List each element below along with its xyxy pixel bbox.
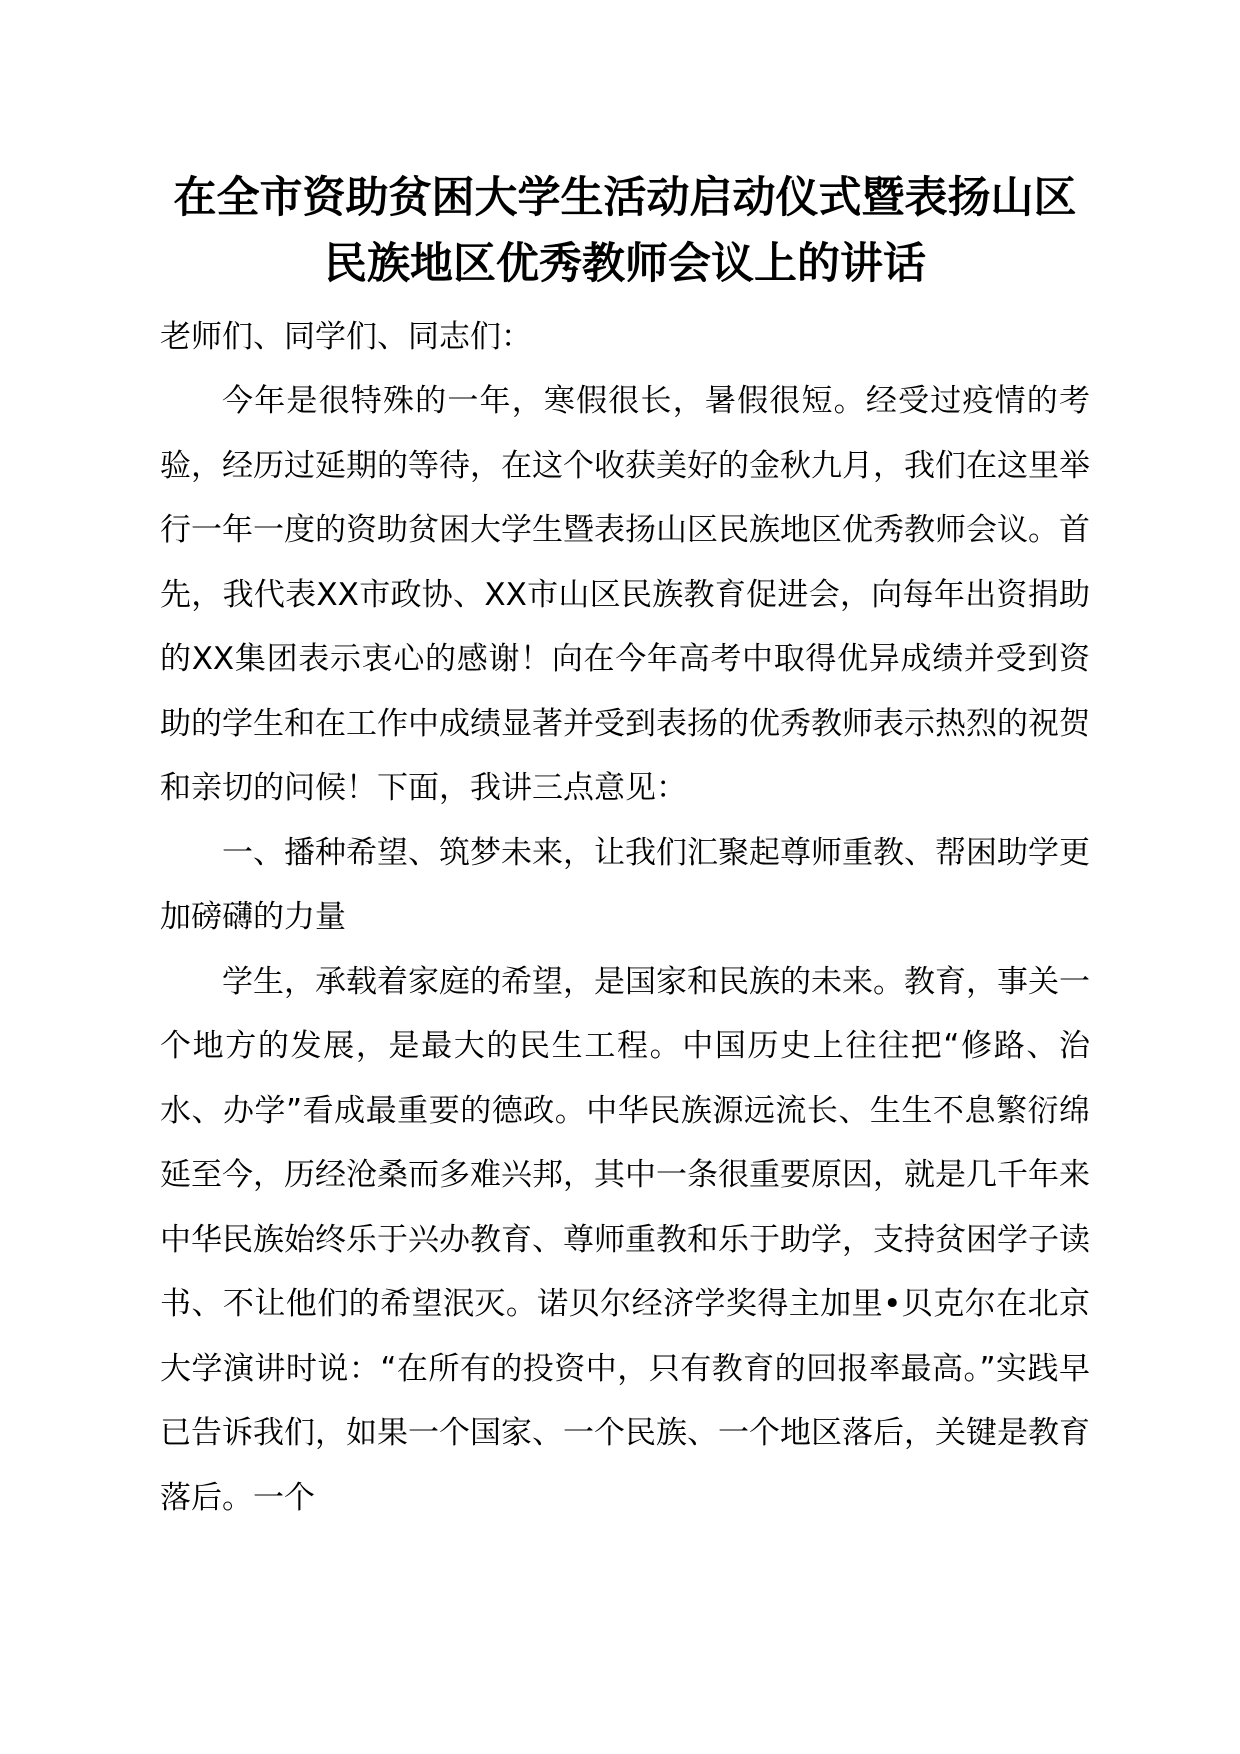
section-paragraph: 学生，承载着家庭的希望，是国家和民族的未来。教育，事关一个地方的发展，是最大的民生工程。中国历史上往往把“修路、治水、办学”看成最重要的德政。中华民族源远流长、生生不息繁衍绵延至今，历经沧桑而多难兴邦，其中一条很重要原因，就是几千年来中华民族始终乐于兴办教育、尊师重教和乐于助学，支持贫困学子读书、不让他们的希望泯灭。诺贝尔经济学奖得主加里•贝克尔在北京大学演讲时说：“在所有的投资中，只有教育的回报率最高。”实践早已告诉我们，如果一个国家、一个民族、一个地区落后，关键是教育落后。一个 bbox=[160, 963, 1090, 1516]
intro-paragraph: 今年是很特殊的一年，寒假很长，暑假很短。经受过疫情的考验，经历过延期的等待，在这个收获美好的金秋九月，我们在这里举行一年一度的资助贫困大学生暨表扬山区民族地区优秀教师会议。首先，我代表XX市政协、XX市山区民族教育促进会，向每年出资捐助的XX集团表示衷心的感谢！向在今年高考中取得优异成绩并受到资助的学生和在工作中成绩显著并受到表扬的优秀教师表示热烈的祝贺和亲切的问候！下面，我讲三点意见： bbox=[160, 383, 1090, 806]
document-page bbox=[160, 165, 1090, 1530]
salutation: 老师们、同学们、同志们： bbox=[160, 319, 532, 355]
section-heading: 一、播种希望、筑梦未来，让我们汇聚起尊师重教、帮困助学更加磅礴的力量 bbox=[160, 834, 1090, 935]
document-title: 在全市资助贫困大学生活动启动仪式暨表扬山区民族地区优秀教师会议上的讲话 bbox=[173, 173, 1077, 289]
